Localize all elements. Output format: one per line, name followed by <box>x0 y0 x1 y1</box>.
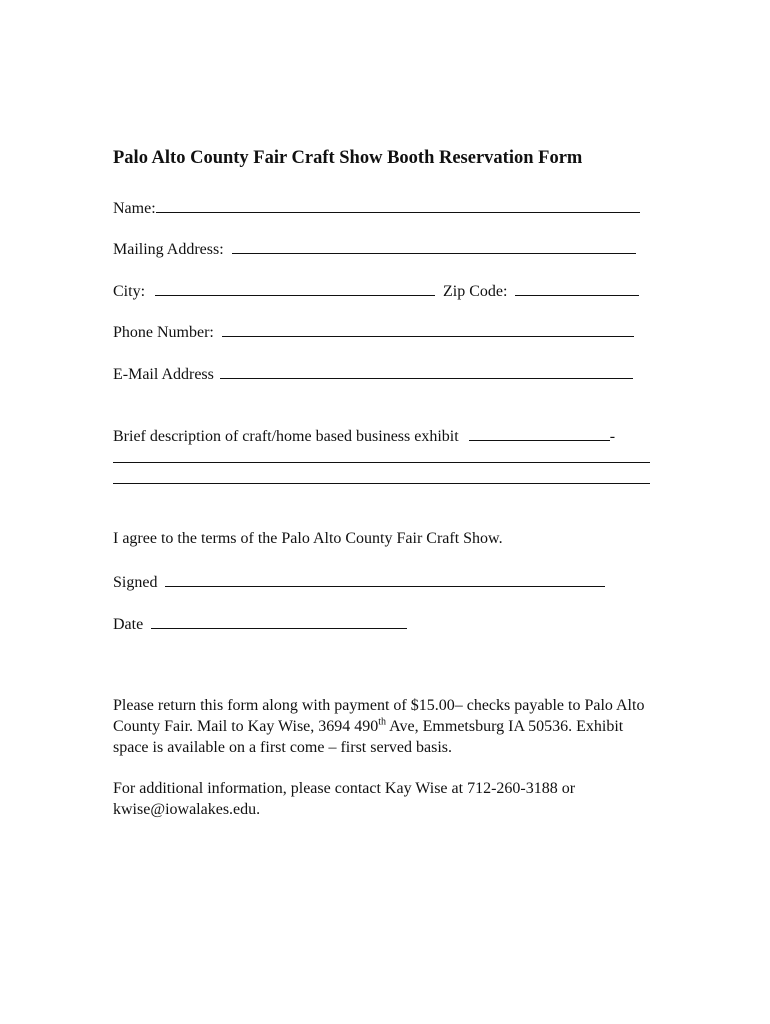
description-label: Brief description of craft/home based business exhibit <box>113 428 459 445</box>
zip-code-field[interactable] <box>515 280 639 296</box>
phone-field[interactable] <box>222 321 634 337</box>
description-row <box>113 425 615 447</box>
phone-label: Phone Number: <box>113 324 214 341</box>
description-field-line-1[interactable] <box>469 425 610 441</box>
email-label: E-Mail Address <box>113 366 214 383</box>
description-line-3-row <box>113 468 650 490</box>
signed-label: Signed <box>113 574 158 591</box>
contact-info: For additional information, please contact Kay Wise at 712-260-3188 or kwise@iowalakes.edu. <box>113 780 576 818</box>
return-text-superscript: th <box>378 716 387 728</box>
return-text-part-2: Ave, Emmetsburg IA 50536. Exhibit space is available on a first come – first served basis. <box>113 718 624 756</box>
date-field[interactable] <box>151 613 407 629</box>
name-label: Name: <box>113 200 156 217</box>
description-tail: - <box>609 428 616 445</box>
signature-field[interactable] <box>165 571 605 587</box>
name-row <box>113 197 640 219</box>
date-label: Date <box>113 616 144 633</box>
description-line-2-row <box>113 447 650 469</box>
agreement-text: I agree to the terms of the Palo Alto County Fair Craft Show. <box>113 530 503 547</box>
city-field[interactable] <box>155 280 435 296</box>
return-instructions <box>113 695 658 758</box>
form-title: Palo Alto County Fair Craft Show Booth Reservation Form <box>113 148 583 168</box>
mailing-address-row <box>113 238 636 260</box>
email-row <box>113 363 633 385</box>
date-row <box>113 613 407 635</box>
zip-code-label: Zip Code: <box>443 283 508 300</box>
return-text-part-1: Please return this form along with payment of $15.00– checks payable to Palo Alto County Fair. Mail to Kay Wise, 3694 490 <box>113 697 645 735</box>
name-field[interactable] <box>156 197 640 213</box>
phone-row <box>113 321 634 343</box>
city-zip-row <box>113 280 639 302</box>
city-label: City: <box>113 283 146 300</box>
description-field-line-2[interactable] <box>113 447 650 463</box>
mailing-address-label: Mailing Address: <box>113 241 224 258</box>
email-field[interactable] <box>220 363 633 379</box>
description-field-line-3[interactable] <box>113 468 650 484</box>
mailing-address-field[interactable] <box>232 238 636 254</box>
signed-row <box>113 571 605 593</box>
